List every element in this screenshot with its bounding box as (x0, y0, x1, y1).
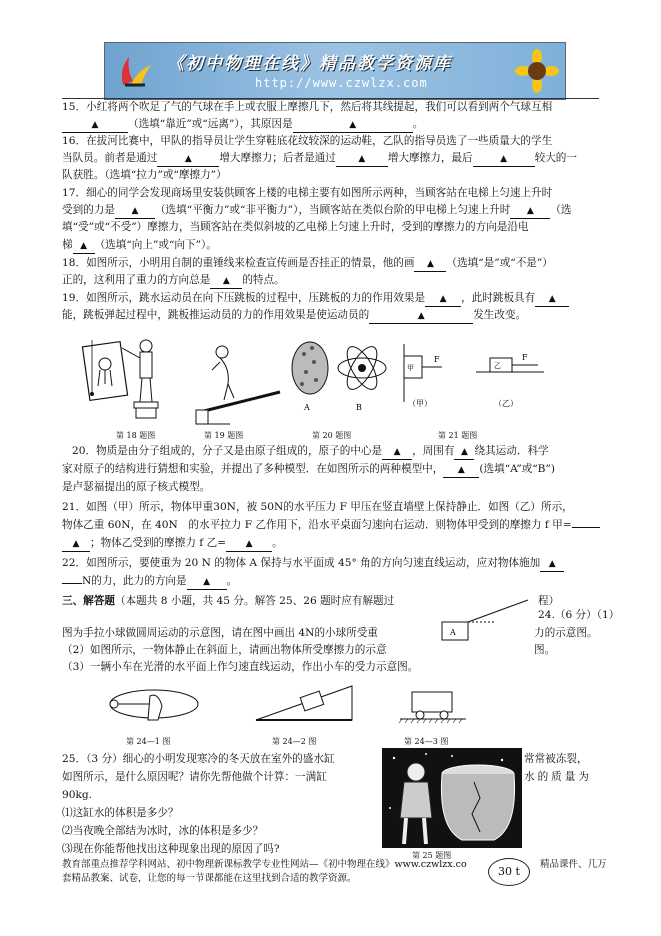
fig20-caption: 第 20 题图 (312, 431, 352, 440)
fig20-atom-models (290, 334, 390, 414)
svg-text:（乙）: （乙） (494, 399, 518, 408)
svg-text:A: A (450, 628, 456, 637)
fig19-diver (190, 340, 290, 426)
q16-line1: 16．在拔河比赛中，甲队的指导员让学生穿鞋底花纹较深的运动鞋，乙队的指导员选了一些质量大的学生 (62, 135, 553, 147)
answer-blank[interactable]: ▲ (210, 273, 242, 289)
q21-line2: 物体乙重 60N，在 40N 的水平拉力 F 乙作用下，沿水平桌面匀速向右运动．则物体甲受到的摩擦力 f 甲= (62, 518, 600, 532)
q19-line1: 19．如图所示，跳水运动员在向下压跳板的过程中，压跳板的力的作用效果是 ▲ ，此时跳板具有 ▲ (62, 291, 569, 307)
answer-blank[interactable]: ▲ (226, 536, 272, 552)
fig18-plumb-line (80, 334, 170, 426)
fig24-3-caption: 第 24—3 图 (404, 737, 449, 746)
answer-blank[interactable]: ▲ (187, 574, 227, 590)
answer-blank[interactable]: ▲ (454, 444, 474, 460)
answer-blank[interactable]: ▲ (62, 536, 90, 552)
answer-blank[interactable]: ▲ (115, 203, 155, 219)
section3-heading: 三、解答题（本题共 8 小题，共 45 分。解答 25、26 题时应有解题过 (62, 595, 395, 607)
svg-text:乙: 乙 (494, 362, 501, 370)
fig22-object-a (436, 598, 536, 648)
q15-line1: 15．小红将两个吹足了气的气球在手上或衣服上摩擦几下，然后将其线提起，我们可以看到两个气球互相 (62, 101, 553, 113)
fig24-2-caption: 第 24—2 图 (272, 737, 317, 746)
banner-url[interactable]: http://www.czwlzx.com (255, 76, 428, 90)
q20-line2: 家对原子的结构进行猜想和实验，并提出了多种模型．在如图所示的两种模型中， ▲ (选填“A”或“B”) (62, 462, 555, 478)
q25-line1: 25．（3 分）细心的小明发现寒冷的冬天放在室外的盛水缸 (62, 753, 335, 765)
q25-sub3: ⑶现在你能帮他找出这种现象出现的原因了吗? (62, 843, 280, 855)
svg-text:A: A (304, 403, 310, 412)
footer-line2: 套精品教案、试卷，让您的每一节课都能在这里找到合适的教学资源。 (62, 873, 357, 884)
q24-line2: （2）如图所示，一物体静止在斜面上，请画出物体所受摩擦力的示意 (62, 644, 387, 656)
fig21-caption: 第 21 题图 (438, 431, 478, 440)
q17-line3: 填“受”或“不受”）摩擦力，当顾客站在类似斜坡的乙电梯上匀速上升时，受到的摩擦力的方向是沿电 (62, 221, 529, 233)
q21-line1: 21．如图（甲）所示，物体甲重30N，被 50N的水平压力 F 甲压在竖直墙壁上保持静止．如图（乙）所示， (62, 501, 573, 513)
q25-sub1: ⑴这缸水的体积是多少？ (62, 807, 179, 819)
q24-heading: 24.（6 分）（1） (538, 609, 620, 621)
answer-blank[interactable]: ▲ (443, 462, 479, 478)
section3-tail: 程） (538, 595, 560, 607)
q20-line3: 是卢瑟福提出的原子核式模型。 (62, 481, 211, 493)
fig21-friction (398, 340, 548, 412)
svg-text:（甲）: （甲） (408, 399, 432, 408)
answer-blank[interactable] (62, 583, 82, 584)
fig25-caption: 第 25 题图 (412, 851, 452, 860)
fig24-2-incline (252, 680, 362, 724)
fig18-caption: 第 18 题图 (116, 431, 156, 440)
page-number: 30 t (488, 858, 530, 886)
answer-blank[interactable]: ▲ (62, 117, 128, 133)
q25-line1-end: 常常被冻裂， (524, 753, 588, 765)
answer-blank[interactable]: ▲ (414, 256, 446, 272)
answer-blank[interactable]: ▲ (473, 151, 535, 167)
q19-line2: 能，跳板弹起过程中，跳板推运动员的力的作用效果是使运动员的 ▲ 发生改变。 (62, 308, 526, 324)
svg-text:甲: 甲 (407, 364, 414, 372)
answer-blank[interactable]: ▲ (369, 308, 473, 324)
q25-line2-end: 水的质量为 (524, 771, 592, 783)
q17-line2: 受到的力是 ▲ （选填“平衡力”或“非平衡力”），当顾客站在类似台阶的甲电梯上匀速上升时 ▲ （选 (62, 203, 572, 219)
sunflower-icon (515, 49, 559, 93)
q22-line1: 22．如图所示，要使重为 20 N 的物体 A 保持与水平面成 45° 角的方向匀速直线运动，应对物体施加 ▲ (62, 556, 564, 572)
q25-line3: 90kg. (62, 789, 93, 801)
q17-line4: 梯 ▲ （选填“向上”或“向下”）。 (62, 238, 217, 254)
q18-line1: 18．如图所示，小明用自制的重锤线来检查宣传画是否挂正的情景，他的画 ▲ （选填“是”或“不是”） (62, 256, 553, 272)
q22-line2: N的力，此力的方向是 ▲ 。 (62, 574, 237, 590)
q20-line1: 20．物质是由分子组成的，分子又是由原子组成的，原子的中心是 ▲ ，周围有 ▲ 绕其运动．科学 (72, 444, 549, 460)
footer-line1: 教育部重点推荐学科网站、初中物理新课标教学专业性网站—《初中物理在线》www.czwlzx.co (62, 859, 467, 870)
q18-line2: 正的，这利用了重力的方向总是 ▲ 的特点。 (62, 273, 285, 289)
answer-blank[interactable] (572, 527, 600, 528)
svg-text:B: B (356, 403, 362, 412)
svg-text:F: F (434, 355, 440, 364)
answer-blank[interactable]: ▲ (540, 556, 564, 572)
q21-line3: ▲ ；物体乙受到的摩擦力 f 乙= ▲ 。 (62, 536, 283, 552)
q16-line3: 队获胜。（选填“拉力”或“摩擦力”） (62, 169, 227, 181)
svg-text:F: F (522, 353, 528, 362)
logo-icon (115, 51, 155, 91)
banner-title: 《初中物理在线》精品教学资源库 (167, 54, 452, 74)
q16-line2: 当队员。前者是通过 ▲ 增大摩擦力；后者是通过 ▲ 增大摩擦力，最后 ▲ 较大的一 (62, 151, 577, 167)
fig25-cracked-vat (382, 748, 522, 848)
answer-blank[interactable]: ▲ (510, 203, 550, 219)
header-banner (104, 42, 566, 100)
answer-blank[interactable]: ▲ (157, 151, 219, 167)
answer-blank[interactable]: ▲ (293, 117, 413, 133)
fig19-caption: 第 19 题图 (204, 431, 244, 440)
answer-blank[interactable]: ▲ (336, 151, 388, 167)
answer-blank[interactable]: ▲ (73, 238, 95, 254)
q24-line1-end: 力的示意图。 (534, 627, 598, 639)
answer-blank[interactable]: ▲ (425, 291, 461, 307)
answer-blank[interactable]: ▲ (382, 444, 412, 460)
q24-line1: 图为手拉小球做圆周运动的示意图，请在图中画出 4N的小球所受重 (62, 627, 378, 639)
q24-line2-end: 图。 (534, 644, 556, 656)
q25-line2: 如图所示，是什么原因呢？请你先帮他做个计算：一满缸 (62, 771, 327, 783)
fig24-1-circular-motion (100, 676, 210, 732)
q24-line3: （3）一辆小车在光滑的水平面上作匀速直线运动，作出小车的受力示意图。 (62, 661, 419, 673)
q17-line1: 17．细心的同学会发现商场里安装供顾客上楼的电梯主要有如图所示两种，当顾客站在电梯上匀速上升时 (62, 187, 553, 199)
q15-line2: ▲ （选填“靠近”或“远离”），其原因是 ▲ 。 (62, 117, 423, 133)
footer-line1-end: 精品课件、几万 (540, 859, 607, 870)
header-rule (62, 98, 599, 99)
answer-blank[interactable]: ▲ (535, 291, 569, 307)
q25-sub2: ⑵当夜晚全部结为冰时，冰的体积是多少？ (62, 825, 264, 837)
fig24-3-cart (398, 688, 468, 724)
fig24-1-caption: 第 24—1 图 (126, 737, 171, 746)
